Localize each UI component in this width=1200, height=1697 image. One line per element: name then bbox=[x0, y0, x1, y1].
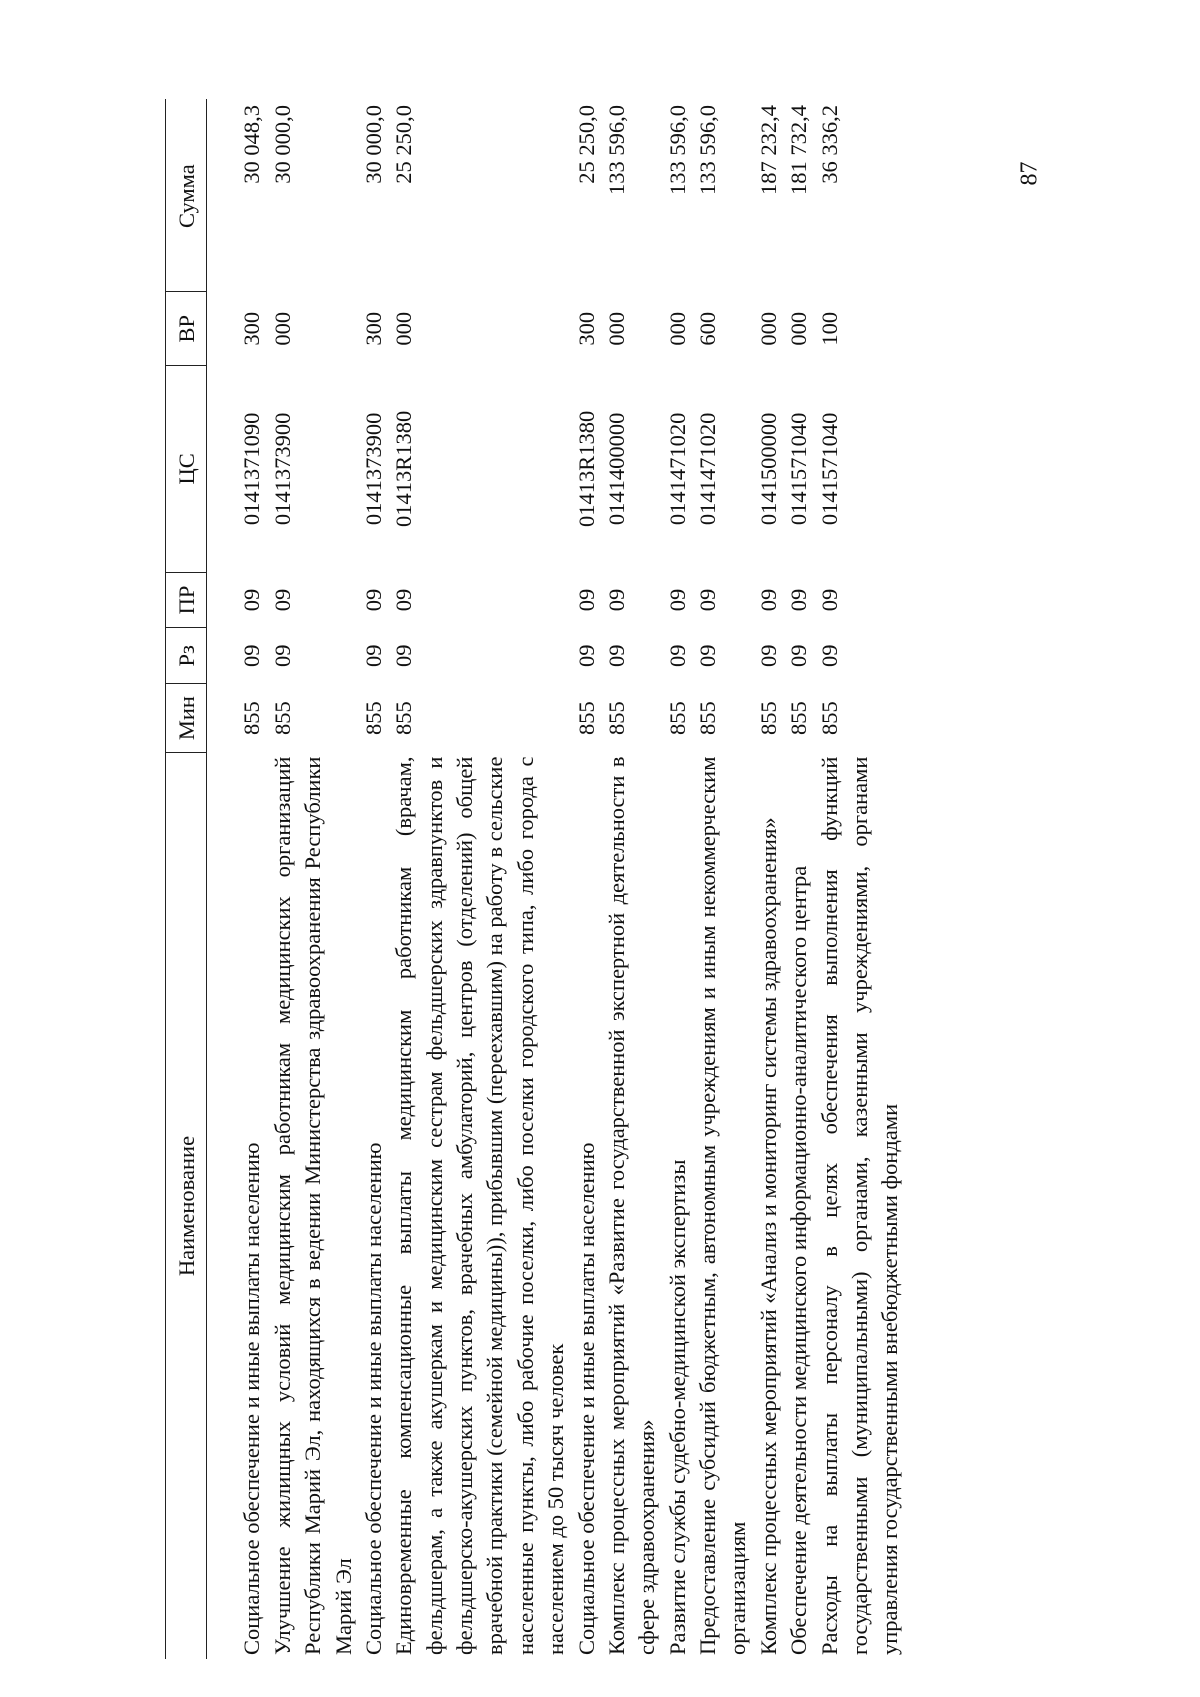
cell-vr: 600 bbox=[695, 311, 720, 346]
cell-cs: 0141373900 bbox=[360, 412, 386, 525]
table-row bbox=[754, 99, 784, 1659]
cell-vr: 300 bbox=[360, 311, 386, 346]
table-row bbox=[572, 99, 602, 1659]
table-row bbox=[207, 99, 268, 1659]
cell-vr: 000 bbox=[603, 311, 629, 346]
table-body bbox=[207, 99, 906, 1659]
cell-rz: 09 bbox=[391, 644, 417, 667]
header-vr: ВР bbox=[166, 291, 207, 365]
cell-vr: 000 bbox=[786, 311, 812, 346]
cell-pr: 09 bbox=[664, 588, 690, 611]
cell-rz: 09 bbox=[664, 644, 690, 667]
cell-cs: 01413R1380 bbox=[573, 410, 599, 527]
header-min: Мин bbox=[166, 683, 207, 752]
cell-pr: 09 bbox=[391, 588, 417, 611]
cell-min: 855 bbox=[664, 700, 690, 735]
cell-vr: 000 bbox=[391, 311, 417, 346]
cell-pr: 09 bbox=[695, 588, 720, 611]
cell-cs: 0141471020 bbox=[664, 412, 690, 525]
table-row bbox=[389, 99, 571, 1659]
cell-name: Предоставление субсидий бюджетным, автономным учреждениям и иным некоммерческим организациям bbox=[695, 756, 751, 1655]
cell-sum: 133 596,0 bbox=[603, 104, 629, 195]
cell-name: Улучшение жилищных условий медицинским работникам медицинских организаций Республики Марий Эл, находящихся в ведении Министерства здравоохранения Республики Марий Эл bbox=[269, 756, 356, 1655]
cell-sum: 187 232,4 bbox=[755, 104, 781, 195]
cell-min: 855 bbox=[695, 700, 720, 735]
cell-name: Развитие службы судебно-медицинской экспертизы bbox=[664, 1159, 690, 1655]
cell-sum: 133 596,0 bbox=[695, 104, 720, 195]
cell-sum: 181 732,4 bbox=[786, 104, 812, 195]
cell-sum: 36 336,2 bbox=[816, 104, 842, 184]
cell-rz: 09 bbox=[816, 644, 842, 667]
cell-min: 855 bbox=[391, 700, 417, 735]
cell-min: 855 bbox=[816, 700, 842, 735]
cell-name: Социальное обеспечение и иные выплаты населению bbox=[360, 1142, 386, 1655]
table-row bbox=[693, 99, 754, 1659]
cell-rz: 09 bbox=[695, 644, 720, 667]
cell-name: Комплекс процессных мероприятий «Развитие государственной экспертной деятельности в сфере здравоохранения» bbox=[603, 756, 660, 1655]
cell-min: 855 bbox=[603, 700, 629, 735]
header-sum: Сумма bbox=[166, 99, 207, 292]
table-header-row bbox=[166, 99, 207, 1659]
cell-pr: 09 bbox=[360, 588, 386, 611]
cell-name: Обеспечение деятельности медицинского информационно-аналитического центра bbox=[786, 865, 812, 1655]
cell-pr: 09 bbox=[786, 588, 812, 611]
cell-cs: 0141571040 bbox=[786, 412, 812, 525]
header-rz: Рз bbox=[166, 627, 207, 683]
cell-pr: 09 bbox=[816, 588, 842, 611]
cell-cs: 01413R1380 bbox=[391, 410, 417, 527]
table-row bbox=[663, 99, 693, 1659]
cell-cs: 0141471020 bbox=[695, 412, 720, 525]
table-row bbox=[815, 99, 906, 1659]
cell-rz: 09 bbox=[573, 644, 599, 667]
cell-name: Единовременные компенсационные выплаты медицинским работникам (врачам, фельдшерам, а также акушеркам и медицинским сестрам фельдшерских здравпунктов и фельдшерско-акушерских пунктов, врачебных амбулаторий, центров (отделений) общей врачебной практики (семейной медицины)), прибывшим (переехавшим) на работу в сельские населенные пункты, либо рабочие поселки, либо поселки городского типа, либо города с населением до 50 тысяч человек bbox=[391, 756, 569, 1655]
table-row bbox=[268, 99, 359, 1659]
table-row bbox=[359, 99, 389, 1659]
cell-sum: 25 250,0 bbox=[391, 104, 417, 184]
cell-pr: 09 bbox=[239, 588, 265, 611]
cell-sum: 25 250,0 bbox=[573, 104, 599, 184]
cell-vr: 300 bbox=[239, 311, 265, 346]
cell-vr: 300 bbox=[573, 311, 599, 346]
cell-rz: 09 bbox=[360, 644, 386, 667]
cell-cs: 0141400000 bbox=[603, 412, 629, 525]
cell-min: 855 bbox=[360, 700, 386, 735]
cell-cs: 0141571040 bbox=[816, 412, 842, 525]
cell-cs: 0141371090 bbox=[239, 412, 265, 525]
cell-vr: 100 bbox=[816, 311, 842, 346]
cell-min: 855 bbox=[269, 700, 295, 735]
cell-name: Расходы на выплаты персоналу в целях обеспечения выполнения функций государственными (муниципальными) органами, казенными учреждениями, органами управления государственными внебюджетными фондами bbox=[816, 756, 903, 1655]
header-cs: ЦС bbox=[166, 365, 207, 571]
cell-sum: 133 596,0 bbox=[664, 104, 690, 195]
cell-min: 855 bbox=[786, 700, 812, 735]
header-name: Наименование bbox=[166, 752, 207, 1658]
budget-table bbox=[165, 99, 906, 1659]
cell-name: Комплекс процессных мероприятий «Анализ и мониторинг системы здравоохранения» bbox=[755, 816, 781, 1655]
cell-name: Социальное обеспечение и иные выплаты населению bbox=[573, 1142, 599, 1655]
cell-rz: 09 bbox=[786, 644, 812, 667]
table-row bbox=[602, 99, 663, 1659]
cell-pr: 09 bbox=[269, 588, 295, 611]
table-row bbox=[784, 99, 814, 1659]
cell-min: 855 bbox=[573, 700, 599, 735]
cell-rz: 09 bbox=[269, 644, 295, 667]
page-number: 87 bbox=[1016, 161, 1043, 186]
cell-sum: 30 000,0 bbox=[360, 104, 386, 184]
cell-vr: 000 bbox=[664, 311, 690, 346]
header-pr: ПР bbox=[166, 572, 207, 628]
cell-sum: 30 000,0 bbox=[269, 104, 295, 184]
cell-pr: 09 bbox=[573, 588, 599, 611]
cell-pr: 09 bbox=[603, 588, 629, 611]
cell-min: 855 bbox=[239, 700, 265, 735]
cell-sum: 30 048,3 bbox=[239, 104, 265, 184]
cell-cs: 0141373900 bbox=[269, 412, 295, 525]
cell-rz: 09 bbox=[239, 644, 265, 667]
cell-pr: 09 bbox=[755, 588, 781, 611]
cell-min: 855 bbox=[755, 700, 781, 735]
cell-vr: 000 bbox=[269, 311, 295, 346]
cell-rz: 09 bbox=[603, 644, 629, 667]
rotated-table-container bbox=[165, 99, 1045, 1659]
cell-rz: 09 bbox=[755, 644, 781, 667]
cell-vr: 000 bbox=[755, 311, 781, 346]
cell-cs: 0141500000 bbox=[755, 412, 781, 525]
cell-name: Социальное обеспечение и иные выплаты населению bbox=[239, 1142, 265, 1655]
